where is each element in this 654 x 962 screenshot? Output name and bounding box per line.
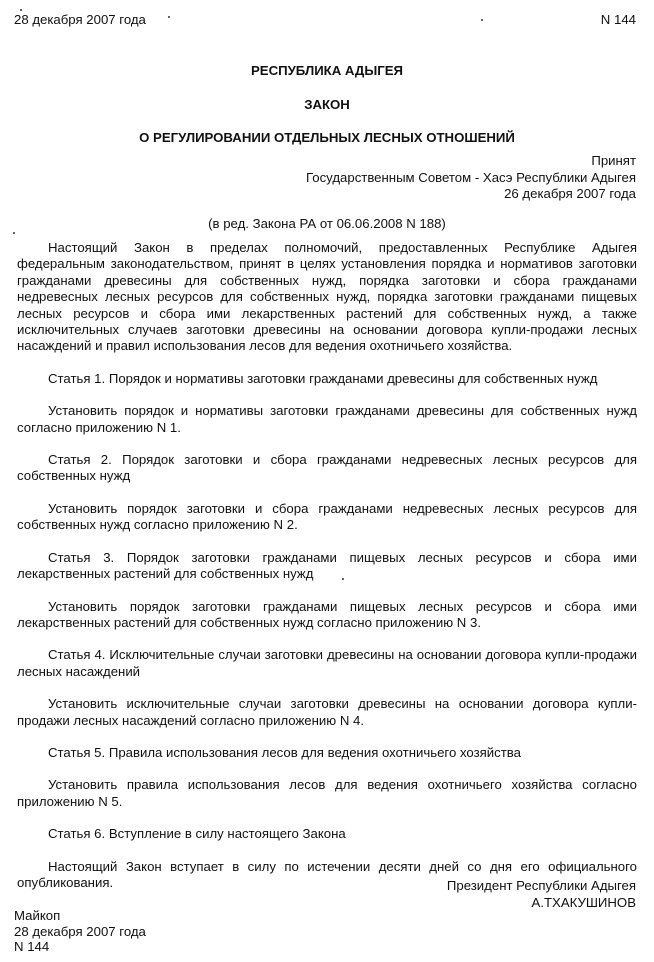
article-6-heading: Статья 6. Вступление в силу настоящего Закона (48, 826, 346, 842)
scan-speck (20, 9, 22, 11)
article-1-text: Установить порядок и нормативы заготовки гражданами древесины для собственных нужд согласно приложению N 1. (17, 403, 637, 435)
title-subject: О РЕГУЛИРОВАНИИ ОТДЕЛЬНЫХ ЛЕСНЫХ ОТНОШЕНИЙ (139, 130, 515, 145)
signatory-position: Президент Республики Адыгея (446, 878, 636, 893)
footer-city: Майкоп (14, 908, 61, 923)
footer-number: N 144 (14, 939, 50, 954)
header-number: N 144 (600, 12, 636, 27)
article-5-heading: Статья 5. Правила использования лесов для ведения охотничьего хозяйства (48, 744, 521, 760)
article-6-text: Настоящий Закон вступает в силу по истечении десяти дней со дня его официального опубликования. (17, 858, 637, 890)
article-2-text: Установить порядок заготовки и сбора гражданами недревесных лесных ресурсов для собственных нужд согласно приложению N 2. (17, 500, 637, 533)
footer-block (14, 908, 146, 955)
preamble-paragraph: Настоящий Закон в пределах полномочий, предоставленных Республике Адыгея федеральным законодательством, принят в целях установления порядка и нормативов заготовки гражданами древесины для собственных нужд, порядка заготовки и сбора гражданами недревесных лесных ресурсов для собственных нужд, порядка заготовки гражданами пищевых лесных ресурсов и сбора ими лекарственных растений для собственных нужд, а также исключительных случаев заготовки древесины на основании договора купли-продажи лесных насаждений и правил использования лесов для ведения охотничьего хозяйства. (17, 240, 637, 354)
adoption-line-2: Государственным Советом - Хасэ Республики Адыгея (305, 169, 636, 185)
footer-date: 28 декабря 2007 года (14, 923, 146, 939)
adoption-line-3: 26 декабря 2007 года (504, 186, 636, 201)
scan-speck (13, 232, 15, 234)
adoption-block (306, 153, 636, 203)
title-kind: ЗАКОН (304, 97, 350, 112)
title-region: РЕСПУБЛИКА АДЫГЕЯ (251, 63, 403, 78)
article-3-heading: Статья 3. Порядок заготовки гражданами пищевых лесных ресурсов и сбора ими лекарственных растений для собственных нужд (17, 549, 637, 582)
redaction-note: (в ред. Закона РА от 06.06.2008 N 188) (208, 216, 446, 231)
article-2-heading: Статья 2. Порядок заготовки и сбора гражданами недревесных лесных ресурсов для собственных нужд (17, 452, 637, 484)
scan-speck (481, 19, 483, 21)
article-4-heading: Статья 4. Исключительные случаи заготовки древесины на основании договора купли-продажи лесных насаждений (17, 647, 637, 679)
article-4-text: Установить исключительные случаи заготовки древесины на основании договора купли-продажи лесных насаждений согласно приложению N 4. (17, 696, 637, 728)
adoption-line-1: Принят (591, 153, 636, 168)
signatory-name: А.ТХАКУШИНОВ (531, 894, 636, 910)
article-3-text: Установить порядок заготовки гражданами пищевых лесных ресурсов и сбора ими лекарственных растений для собственных нужд согласно приложению N 3. (17, 598, 637, 630)
article-1-heading: Статья 1. Порядок и нормативы заготовки гражданами древесины для собственных нужд (48, 370, 598, 386)
law-body (17, 240, 637, 907)
article-5-text: Установить правила использования лесов для ведения охотничьего хозяйства согласно приложению N 5. (17, 777, 637, 809)
header-date: 28 декабря 2007 года (14, 12, 146, 27)
scan-speck (168, 16, 170, 18)
signature-block (447, 878, 636, 911)
scan-speck (342, 578, 344, 580)
